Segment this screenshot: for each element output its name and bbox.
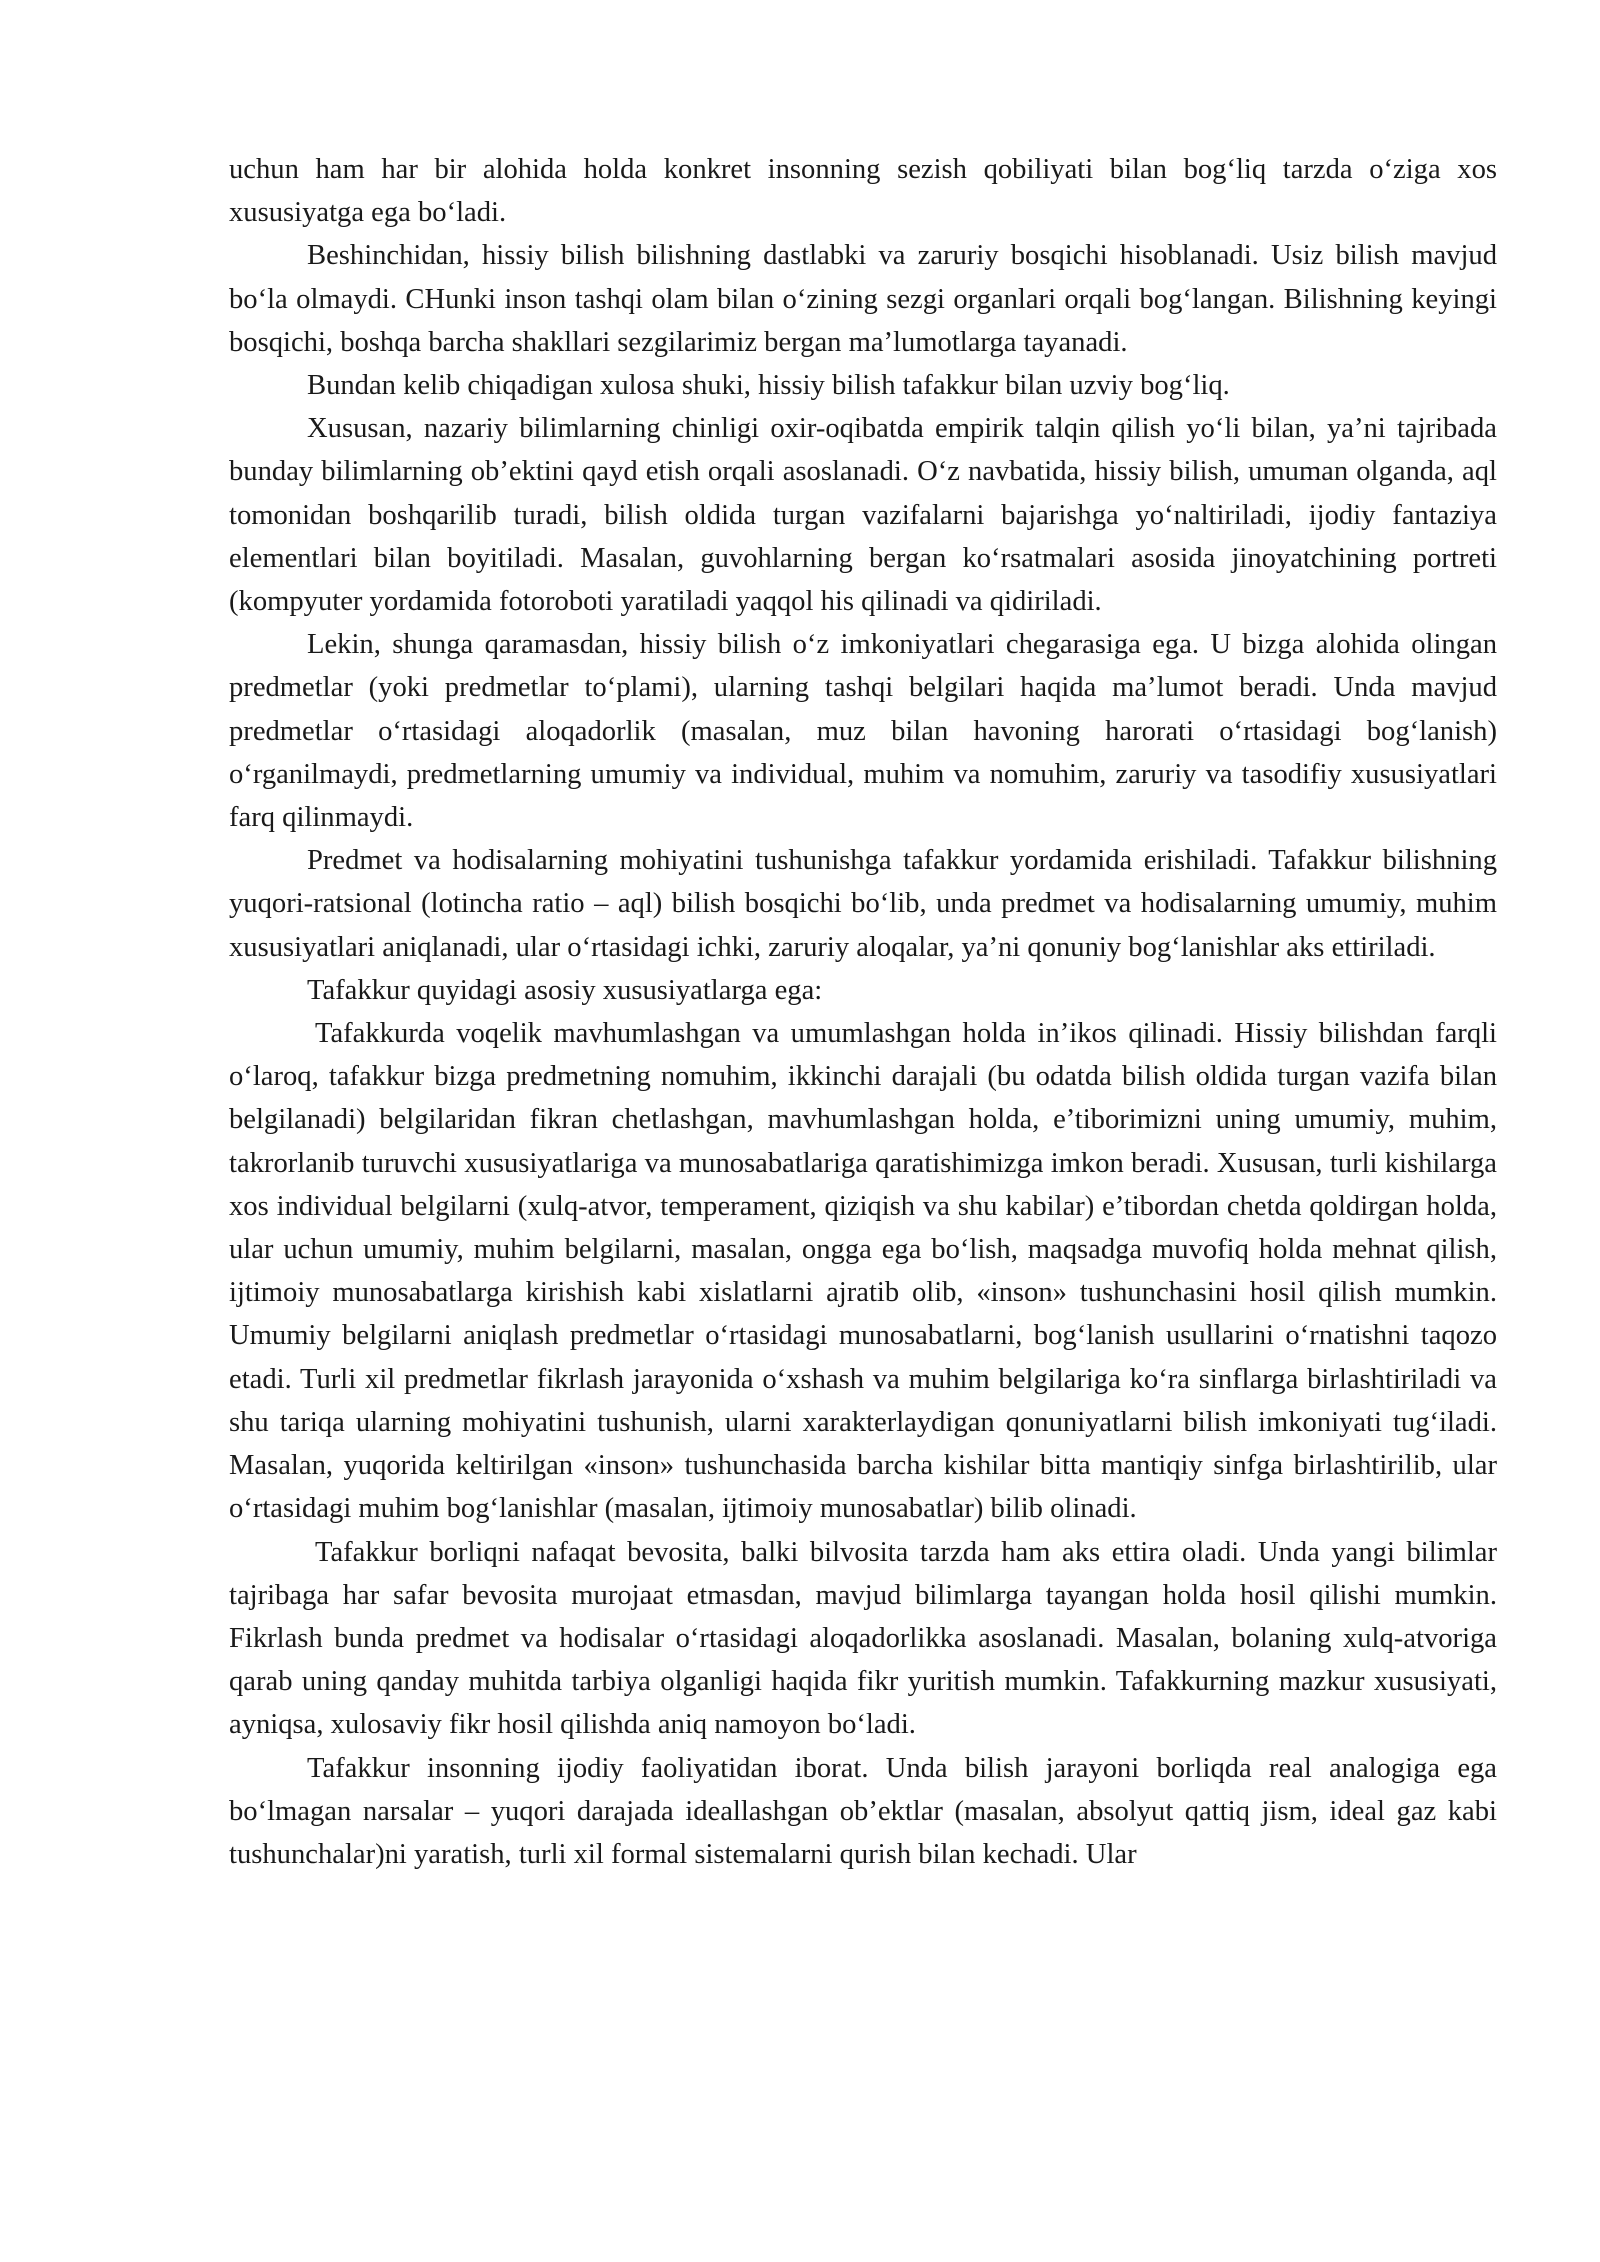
paragraph-3: Bundan kelib chiqadigan xulosa shuki, hissiy bilish tafakkur bilan uzviy bog‘liq. bbox=[307, 370, 1230, 402]
paragraph-8: Tafakkurda voqelik mavhumlashgan va umumlashgan holda in’ikos qilinadi. Hissiy bilishdan farqli o‘laroq, tafakkur bizga predmetning nomuhim, ikkinchi darajali (bu odatda bilish oldida turgan vazifa bilan belgilanadi) belgilaridan fikran chetlashgan, mavhumlashgan holda, e’tiborimizni uning umumiy, muhim, takrorlanib turuvchi xususiyatlariga va munosabatlariga qaratishimizga imkon beradi. Xususan, turli kishilarga xos individual belgilarni (xulq-atvor, temperament, qiziqish va shu kabilar) e’tibordan chetda qoldirgan holda, ular uchun umumiy, muhim belgilarni, masalan, ongga ega bo‘lish, maqsadga muvofiq holda mehnat qilish, ijtimoiy munosabatlarga kirishish kabi xislatlarni ajratib olib, «inson» tushunchasini hosil qilish mumkin. Umumiy belgilarni aniqlash predmetlar o‘rtasidagi munosabatlarni, bog‘lanish usullarini o‘rnatishni taqozo etadi. Turli xil predmetlar fikrlash jarayonida o‘xshash va muhim belgilariga ko‘ra sinflarga birlashtiriladi va shu tariqa ularning mohiyatini tushunish, ularni xarakterlaydigan qonuniyatlarni bilish imkoniyati tug‘iladi. Masalan, yuqorida keltirilgan «inson» tushunchasida barcha kishilar bitta mantiqiy sinfga birlashtirilib, ular o‘rtasidagi muhim bog‘lanishlar (masalan, ijtimoiy munosabatlar) bilib olinadi. bbox=[229, 1018, 1497, 1525]
paragraph-4: Xususan, nazariy bilimlarning chinligi oxir-oqibatda empirik talqin qilish yo‘li bilan, ya’ni tajribada bunday bilimlarning ob’ektini qayd etish orqali asoslanadi. O‘z navbatida, hissiy bilish, umuman olganda, aql tomonidan boshqarilib turadi, bilish oldida turgan vazifalarni bajarishga yo‘naltiriladi, ijodiy fantaziya elementlari bilan boyitiladi. Masalan, guvohlarning bergan ko‘rsatmalari asosida jinoyatchining portreti (kompyuter yordamida fotoroboti yaratiladi yaqqol his qilinadi va qidiriladi. bbox=[229, 413, 1497, 618]
paragraph-9: Tafakkur borliqni nafaqat bevosita, balki bilvosita tarzda ham aks ettira oladi. Unda yangi bilimlar tajribaga har safar bevosita murojaat etmasdan, mavjud bilimlarga tayangan holda hosil qilishi mumkin. Fikrlash bunda predmet va hodisalar o‘rtasidagi aloqadorlikka asoslanadi. Masalan, bolaning xulq-atvoriga qarab uning qanday muhitda tarbiya olganligi haqida fikr yuritish mumkin. Tafakkurning mazkur xususiyati, ayniqsa, xulosaviy fikr hosil qilishda aniq namoyon bo‘ladi. bbox=[229, 1536, 1497, 1741]
paragraph-5: Lekin, shunga qaramasdan, hissiy bilish o‘z imkoniyatlari chegarasiga ega. U bizga alohida olingan predmetlar (yoki predmetlar to‘plami), ularning tashqi belgilari haqida ma’lumot beradi. Unda mavjud predmetlar o‘rtasidagi aloqadorlik (masalan, muz bilan havoning harorati o‘rtasidagi bog‘lanish) o‘rganilmaydi, predmetlarning umumiy va individual, muhim va nomuhim, zaruriy va tasodifiy xususiyatlari farq qilinmaydi. bbox=[229, 629, 1497, 834]
paragraph-2: Beshinchidan, hissiy bilish bilishning dastlabki va zaruriy bosqichi hisoblanadi. Usiz bilish mavjud bo‘la olmaydi. CHunki inson tashqi olam bilan o‘zining sezgi organlari orqali bog‘langan. Bilishning keyingi bosqichi, boshqa barcha shakllari sezgilarimiz bergan ma’lumotlarga tayanadi. bbox=[229, 240, 1497, 358]
paragraph-6: Predmet va hodisalarning mohiyatini tushunishga tafakkur yordamida erishiladi. Tafakkur bilishning yuqori-ratsional (lotincha ratio – aql) bilish bosqichi bo‘lib, unda predmet va hodisalarning umumiy, muhim xususiyatlari aniqlanadi, ular o‘rtasidagi ichki, zaruriy aloqalar, ya’ni qonuniy bog‘lanishlar aks ettiriladi. bbox=[229, 845, 1497, 963]
paragraph-7: Tafakkur quyidagi asosiy xususiyatlarga ega: bbox=[307, 974, 823, 1006]
paragraph-1: uchun ham har bir alohida holda konkret insonning sezish qobiliyati bilan bog‘liq tarzda o‘ziga xos xususiyatga ega bo‘ladi. bbox=[229, 154, 1497, 229]
paragraph-10: Tafakkur insonning ijodiy faoliyatidan iborat. Unda bilish jarayoni borliqda real analogiga ega bo‘lmagan narsalar – yuqori darajada ideallashgan ob’ektlar (masalan, absolyut qattiq jism, ideal gaz kabi tushunchalar)ni yaratish, turli xil formal sistemalarni qurish bilan kechadi. Ular bbox=[229, 1752, 1497, 1870]
document-body bbox=[229, 148, 1497, 1876]
